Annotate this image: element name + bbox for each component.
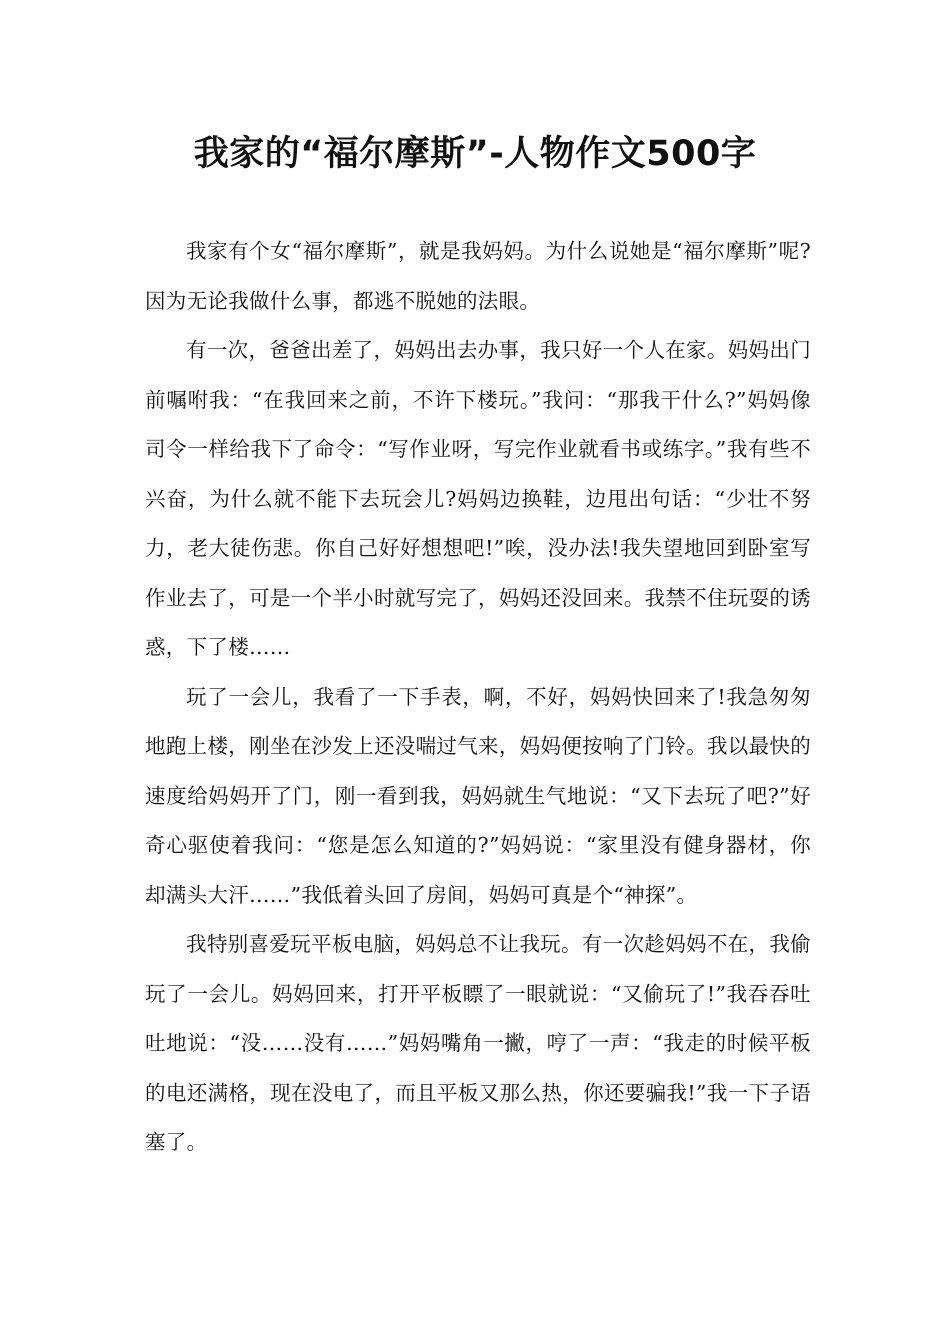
paragraph: 玩了一会儿，我看了一下手表，啊，不好，妈妈快回来了!我急匆匆地跑上楼，刚坐在沙发上还没喘过气来，妈妈便按响了门铃。我以最快的速度给妈妈开了门，刚一看到我，妈妈就生气地说：“又下去玩了吧?”好奇心驱使着我问：“您是怎么知道的?”妈妈说：“家里没有健身器材，你却满头大汗……”我低着头回了房间，妈妈可真是个“神探”。 xyxy=(145,684,811,907)
document-title: 我家的“福尔摩斯”-人物作文500字 xyxy=(193,134,757,174)
paragraph: 我家有个女“福尔摩斯”，就是我妈妈。为什么说她是“福尔摩斯”呢?因为无论我做什么事，都逃不脱她的法眼。 xyxy=(145,239,811,313)
document-body xyxy=(145,227,811,1168)
paragraph: 有一次，爸爸出差了，妈妈出去办事，我只好一个人在家。妈妈出门前嘱咐我：“在我回来之前，不许下楼玩。”我问：“那我干什么?”妈妈像司令一样给我下了命令：“写作业呀，写完作业就看书或练字。”我有些不兴奋，为什么就不能下去玩会儿?妈妈边换鞋，边甩出句话：“少壮不努力，老大徒伤悲。你自己好好想想吧!”唉，没办法!我失望地回到卧室写作业去了，可是一个半小时就写完了，妈妈还没回来。我禁不住玩耍的诱惑，下了楼…… xyxy=(145,338,811,659)
paragraph: 我特别喜爱玩平板电脑，妈妈总不让我玩。有一次趁妈妈不在，我偷玩了一会儿。妈妈回来，打开平板瞟了一眼就说：“又偷玩了!”我吞吞吐吐地说：“没……没有……”妈妈嘴角一撇，哼了一声：“我走的时候平板的电还满格，现在没电了，而且平板又那么热，你还要骗我!”我一下子语塞了。 xyxy=(145,932,811,1154)
